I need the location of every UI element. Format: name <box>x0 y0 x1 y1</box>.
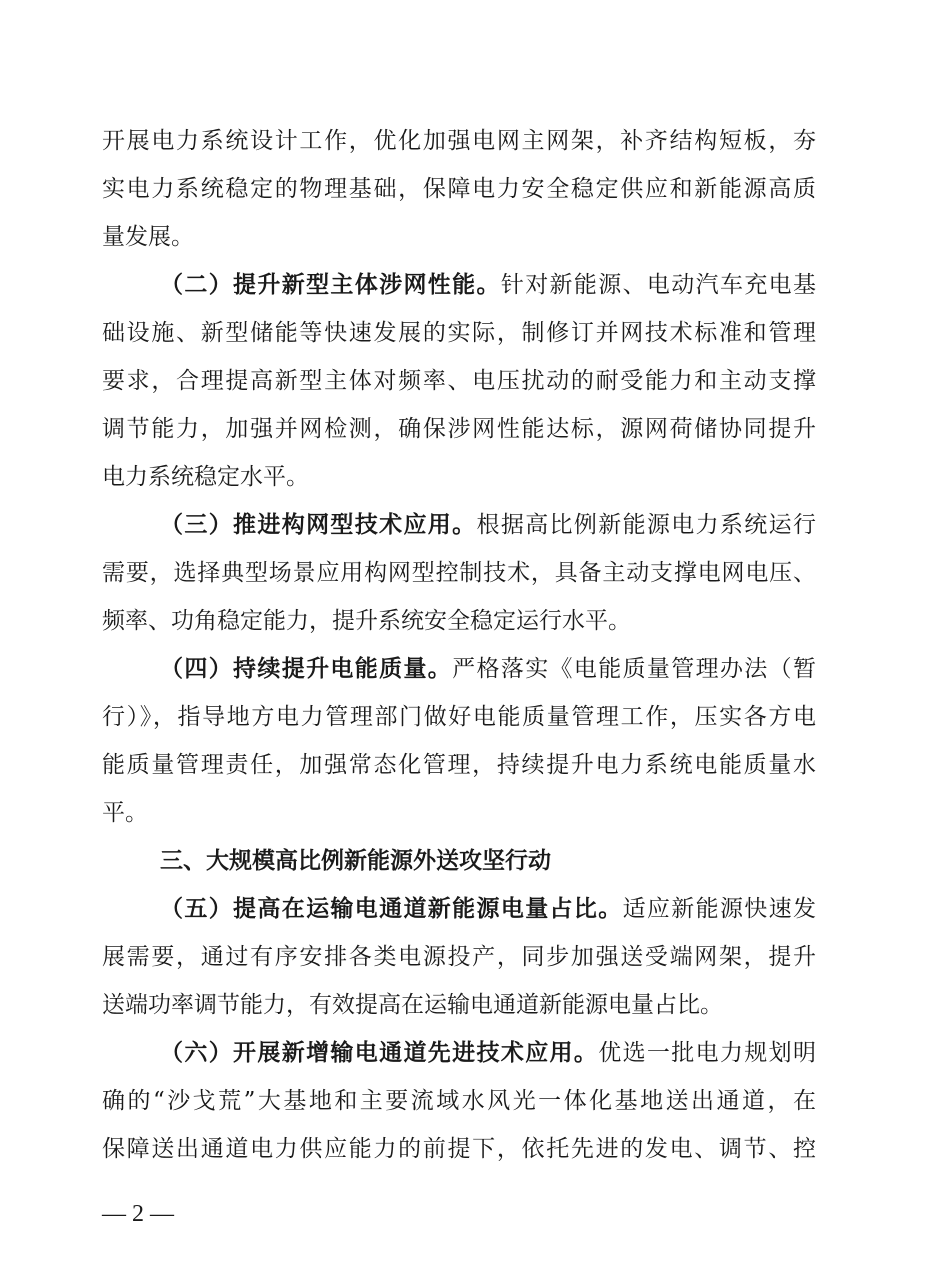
paragraph-title: （三）推进构网型技术应用。 <box>160 512 477 538</box>
paragraph-first-line <box>102 501 816 549</box>
text-line: 行）》，指导地方电力管理部门做好电能质量管理工作，压实各方电 <box>102 704 816 730</box>
text-line: 平。 <box>102 800 148 826</box>
text-line: 送端功率调节能力，有效提高在运输电通道新能源电量占比。 <box>102 992 723 1018</box>
paragraph-first-line <box>102 885 816 933</box>
text-line: 频率、功角稳定能力，提升系统安全稳定运行水平。 <box>102 608 631 634</box>
text-line: 量发展。 <box>102 224 194 250</box>
section-heading: 三、大规模高比例新能源外送攻坚行动 <box>160 848 551 874</box>
page-number: — 2 — <box>102 1201 174 1227</box>
text-line: 确的“沙戈荒”大基地和主要流域水风光一体化基地送出通道，在 <box>102 1088 816 1114</box>
paragraph-title: （四）持续提升电能质量。 <box>160 656 453 682</box>
paragraph-text: 严格落实《电能质量管理办法（暂 <box>452 656 816 682</box>
paragraph-title: （二）提升新型主体涉网性能。 <box>160 272 501 298</box>
paragraph-text: 优选一批电力规划明 <box>598 1040 816 1066</box>
text-line: 要求，合理提高新型主体对频率、电压扰动的耐受能力和主动支撑 <box>102 368 816 394</box>
paragraph-first-line <box>102 1029 816 1077</box>
paragraph-text: 针对新能源、电动汽车充电基 <box>500 272 816 298</box>
text-line: 础设施、新型储能等快速发展的实际，制修订并网技术标准和管理 <box>102 320 816 346</box>
body-text <box>102 117 816 1173</box>
paragraph-first-line <box>102 261 816 309</box>
paragraph-text: 根据高比例新能源电力系统运行 <box>476 512 816 538</box>
paragraph-title: （五）提高在运输电通道新能源电量占比。 <box>160 896 623 922</box>
text-line: 电力系统稳定水平。 <box>102 464 309 490</box>
text-line: 展需要，通过有序安排各类电源投产，同步加强送受端网架，提升 <box>102 944 816 970</box>
text-line: 调节能力，加强并网检测，确保涉网性能达标，源网荷储协同提升 <box>102 416 816 442</box>
paragraph-first-line <box>102 645 816 693</box>
text-line: 需要，选择典型场景应用构网型控制技术，具备主动支撑电网电压、 <box>102 560 816 586</box>
paragraph-title: （六）开展新增输电通道先进技术应用。 <box>160 1040 599 1066</box>
text-line: 能质量管理责任，加强常态化管理，持续提升电力系统电能质量水 <box>102 752 816 778</box>
text-line: 实电力系统稳定的物理基础，保障电力安全稳定供应和新能源高质 <box>102 176 816 202</box>
text-line: 保障送出通道电力供应能力的前提下，依托先进的发电、调节、控 <box>102 1136 816 1162</box>
text-line: 开展电力系统设计工作，优化加强电网主网架，补齐结构短板，夯 <box>102 128 816 154</box>
paragraph-text: 适应新能源快速发 <box>622 896 816 922</box>
